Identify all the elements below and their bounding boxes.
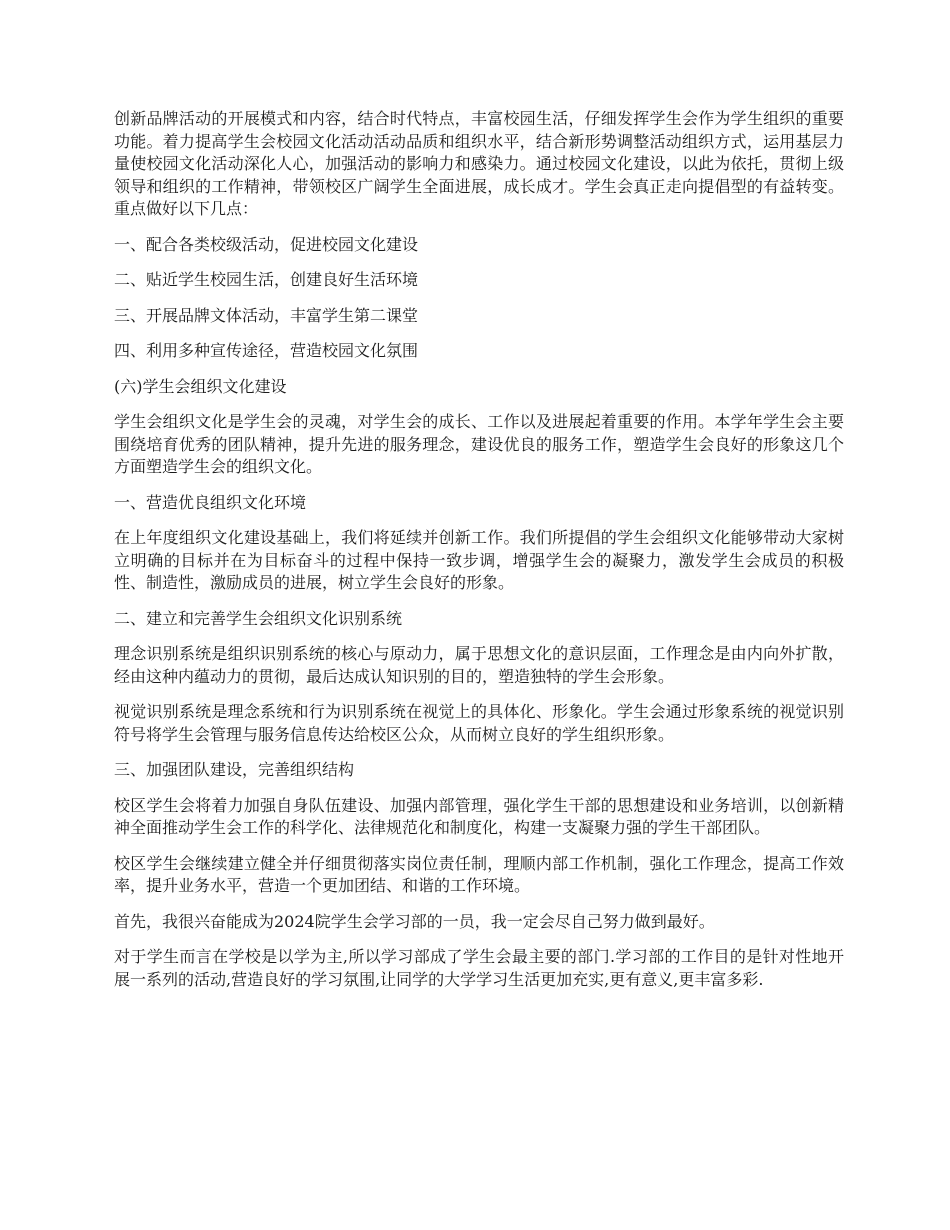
list-item-3: 三、开展品牌文体活动，丰富学生第二课堂 xyxy=(114,305,419,325)
paragraph-responsibility: 校区学生会继续建立健全并仔细贯彻落实岗位责任制，理顺内部工作机制，强化工作理念，提高工作效率，提升业务水平，营造一个更加团结、和谐的工作环境。 xyxy=(114,853,844,895)
paragraph-environment: 在上年度组织文化建设基础上，我们将延续并创新工作。我们所提倡的学生会组织文化能够带动大家树立明确的目标并在为目标奋斗的过程中保持一致步调，增强学生会的凝聚力，激发学生会成员的积极性、制造性，激励成员的进展，树立学生会良好的形象。 xyxy=(114,528,844,592)
subheading-1: 一、营造优良组织文化环境 xyxy=(114,492,307,512)
paragraph-intro: 创新品牌活动的开展模式和内容，结合时代特点，丰富校园生活，仔细发挥学生会作为学生组织的重要功能。着力提高学生会校园文化活动活动品质和组织水平，结合新形势调整活动组织方式，运用基层力量使校园文化活动深化人心，加强活动的影响力和感染力。通过校园文化建设，以此为依托，贯彻上级领导和组织的工作精神，带领校区广阔学生全面进展，成长成才。学生会真正走向提倡型的有益转变。重点做好以下几点： xyxy=(114,109,844,218)
subheading-3: 三、加强团队建设，完善组织结构 xyxy=(114,760,355,779)
document-body xyxy=(114,108,844,1004)
section-heading: (六)学生会组织文化建设 xyxy=(114,376,287,396)
list-item-4: 四、利用多种宣传途径，营造校园文化氛围 xyxy=(114,341,419,360)
paragraph-visual-identity: 视觉识别系统是理念系统和行为识别系统在视觉上的具体化、形象化。学生会通过形象系统的视觉识别符号将学生会管理与服务信息传达给校区公众，从而树立良好的学生组织形象。 xyxy=(114,702,844,744)
paragraph-team-building: 校区学生会将着力加强自身队伍建设、加强内部管理，强化学生干部的思想建设和业务培训，以创新精神全面推动学生会工作的科学化、法律规范化和制度化，构建一支凝聚力强的学生干部团队。 xyxy=(114,795,844,837)
paragraph-org-culture: 学生会组织文化是学生会的灵魂，对学生会的成长、工作以及进展起着重要的作用。本学年学生会主要围绕培育优秀的团队精神，提升先进的服务理念，建设优良的服务工作，塑造学生会良好的形象这几个方面塑造学生会的组织文化。 xyxy=(114,412,844,476)
paragraph-first: 首先，我很兴奋能成为2024院学生会学习部的一员，我一定会尽自己努力做到最好。 xyxy=(114,911,715,931)
subheading-2: 二、建立和完善学生会组织文化识别系统 xyxy=(114,608,403,628)
list-item-2: 二、贴近学生校园生活，创建良好生活环境 xyxy=(114,270,419,289)
paragraph-study-dept: 对于学生而言在学校是以学为主,所以学习部成了学生会最主要的部门.学习部的工作目的是针对性地开展一系列的活动,营造良好的学习氛围,让同学的大学学习生活更加充实,更有意义,更丰富多彩. xyxy=(114,947,844,989)
list-item-1: 一、配合各类校级活动，促进校园文化建设 xyxy=(114,234,419,254)
paragraph-concept-identity: 理念识别系统是组织识别系统的核心与原动力，属于思想文化的意识层面，工作理念是由内向外扩散，经由这种内蕴动力的贯彻，最后达成认知识别的目的，塑造独特的学生会形象。 xyxy=(114,644,844,686)
